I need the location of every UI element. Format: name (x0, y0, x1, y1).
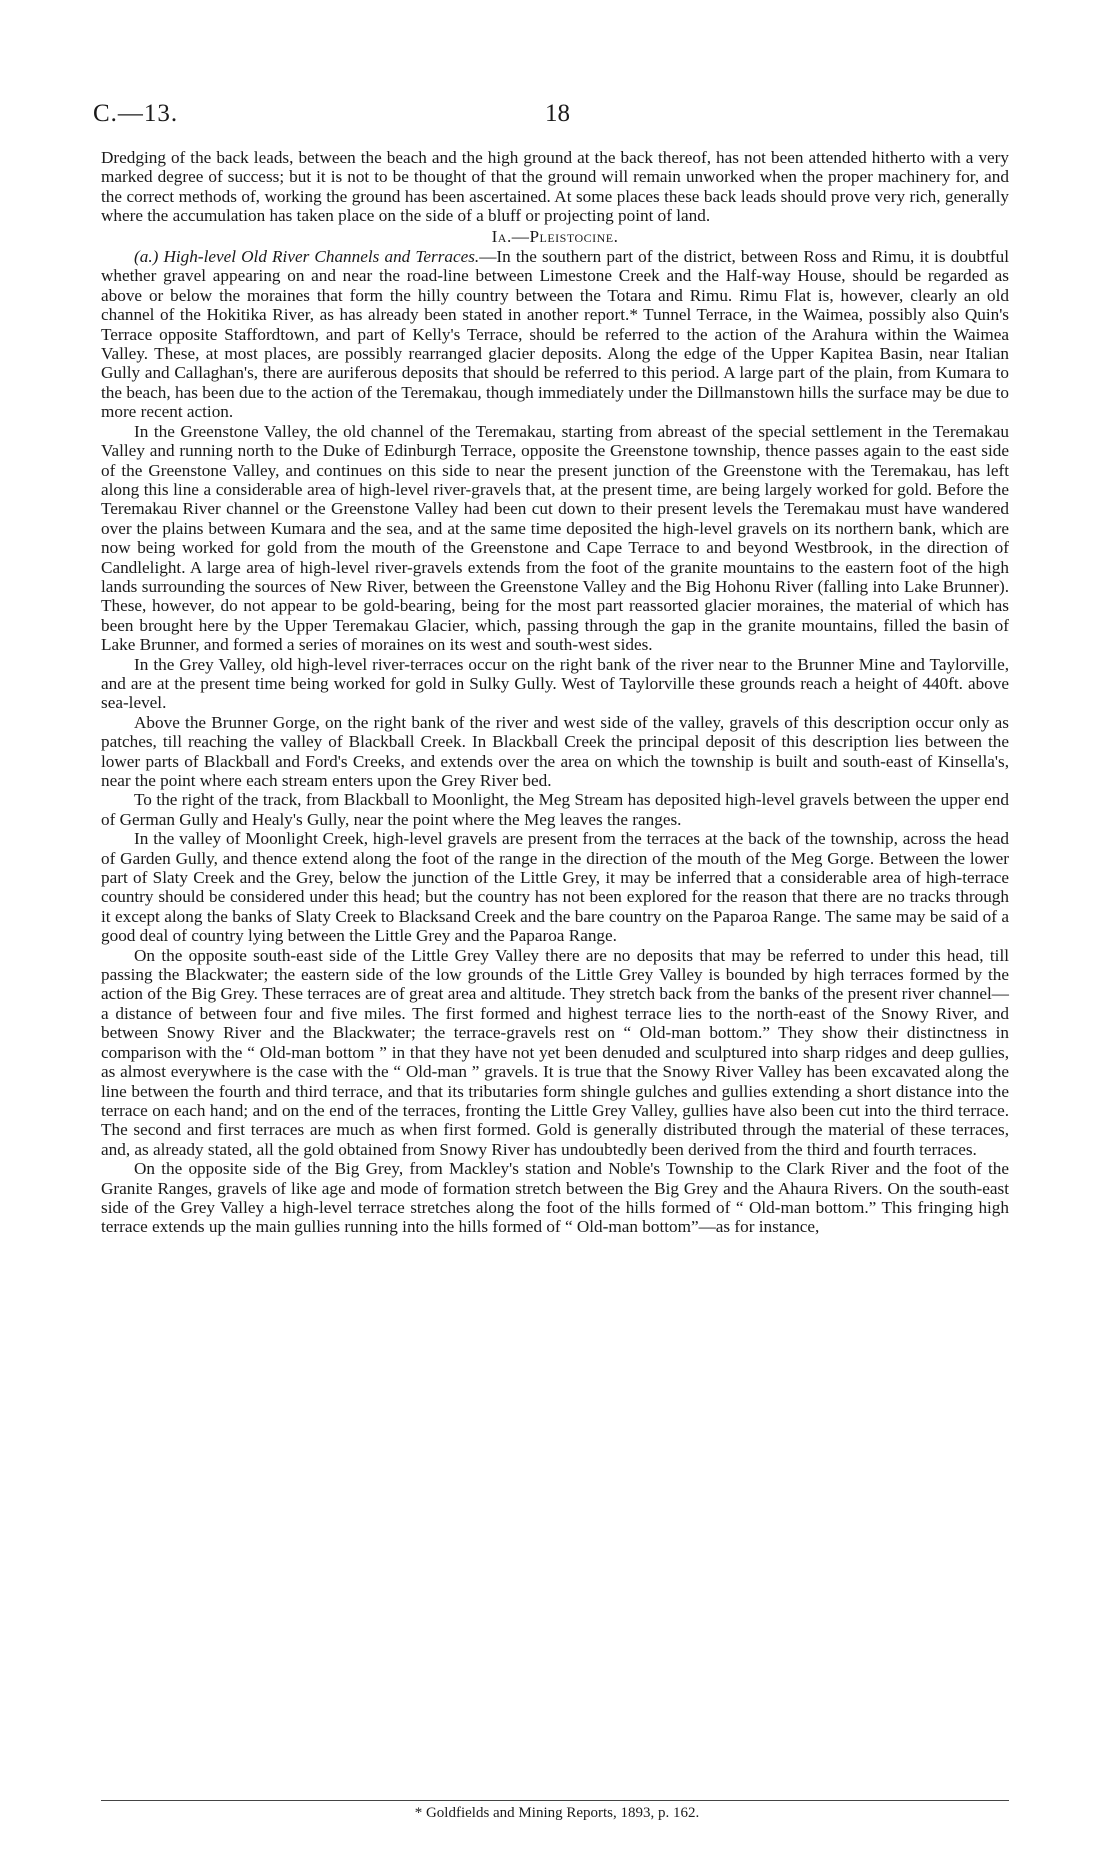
subsection-title: (a.) High-level Old River Channels and Terraces. (134, 247, 480, 267)
paragraph-greenstone-valley: In the Greenstone Valley, the old channel of the Teremakau, starting from abreast of the special settlement in the Teremakau Valley and running north to the Duke of Edinburgh Terrace, opposite the Greenstone township, thence passes again to the east side of the Greenstone Valley, and continues on this side to near the present junction of the Greenstone with the Teremakau, has left along this line a considerable area of high-level river-gravels that, at the present time, are being largely worked for gold. Before the Teremakau River channel or the Greenstone Valley had been cut down to their present levels the Teremakau must have wandered over the plains between Kumara and the sea, and at the same time deposited the high-level gravels on its northern bank, which are now being worked for gold from the mouth of the Greenstone and Cape Terrace to and beyond Westbrook, in the direction of Candlelight. A large area of high-level river-gravels extends from the foot of the granite mountains to the eastern foot of the high lands surrounding the sources of New River, between the Greenstone Valley and the Big Hohonu River (falling into Lake Brunner). These, however, do not appear to be gold-bearing, being for the most part reassorted glacier moraines, the material of which has been brought here by the Upper Teremakau Glacier, which, passing through the gap in the granite mountains, filled the basin of Lake Brunner, and formed a series of moraines on its west and south-west sides. (101, 421, 1009, 655)
intro-paragraph: Dredging of the back leads, between the beach and the high ground at the back thereof, has not been attended hitherto with a very marked degree of success; but it is not to be thought of that the ground will remain unworked when the proper machinery for, and the correct methods of, working the ground has been ascertained. At some places these back leads should prove very rich, generally where the accumulation has taken place on the side of a bluff or projecting point of land. (101, 148, 1009, 226)
paragraph-brunner-gorge: Above the Brunner Gorge, on the right bank of the river and west side of the valley, gravels of this description occur only as patches, till reaching the valley of Blackball Creek. In Blackball Creek the principal deposit of this description lies between the lower parts of Blackball and Ford's Creeks, and extends over the area on which the township is built and south-east of Kinsella's, near the point where each stream enters upon the Grey River bed. (101, 712, 1009, 790)
paragraph-moonlight-creek: In the valley of Moonlight Creek, high-level gravels are present from the terraces at the back of the township, across the head of Garden Gully, and thence extend along the foot of the range in the direction of the mouth of the Meg Gorge. Between the lower part of Slaty Creek and the Grey, below the junction of the Little Grey, it may be inferred that a considerable area of high-terrace country should be considered under this head; but the country has not been explored for the reason that there are no tracks through it except along the banks of Slaty Creek to Blacksand Creek and the bare country on the Paparoa Range. The same may be said of a good deal of country lying between the Little Grey and the Paparoa Range. (101, 829, 1009, 946)
paragraph-meg-stream: To the right of the track, from Blackball to Moonlight, the Meg Stream has deposited high-level gravels between the upper end of German Gully and Healy's Gully, near the point where the Meg leaves the ranges. (101, 790, 1009, 829)
page-header (93, 100, 1004, 140)
section-heading: Ia.—Pleistocine. (491, 226, 619, 246)
footnote: * Goldfields and Mining Reports, 1893, p. 162. (414, 1805, 700, 1821)
paragraph-big-grey: On the opposite side of the Big Grey, from Mackley's station and Noble's Township to the Clark River and the foot of the Granite Ranges, gravels of like age and mode of formation stretch between the Big Grey and the Ahaura Rivers. On the south-east side of the Grey Valley a high-level terrace stretches along the foot of the hills formed of “ Old-man bottom.” This fringing high terrace extends up the main gullies running into the hills formed of “ Old-man bottom”—as for instance, (101, 1159, 1009, 1237)
page-number: 18 (545, 100, 570, 127)
paragraph-grey-valley: In the Grey Valley, old high-level river-terraces occur on the right bank of the river near to the Brunner Mine and Taylorville, and are at the present time being worked for gold in Sulky Gully. West of Taylorville these grounds reach a height of 440ft. above sea-level. (101, 654, 1009, 713)
paragraph-high-level-channels (101, 247, 1009, 422)
document-reference: C.—13. (93, 100, 179, 127)
paragraph-little-grey-valley: On the opposite south-east side of the Little Grey Valley there are no deposits that may be referred to under this head, till passing the Blackwater; the eastern side of the low grounds of the Little Grey Valley is bounded by high terraces formed by the action of the Big Grey. These terraces are of great area and altitude. They stretch back from the banks of the present river channel—a distance of between four and five miles. The first formed and highest terrace lies to the north-east of the Snowy River, and between Snowy River and the Blackwater; the terrace-gravels rest on “ Old-man bottom.” They show their distinctness in comparison with the “ Old-man bottom ” in that they have not yet been denuded and sculptured into sharp ridges and deep gullies, as almost everywhere is the case with the “ Old-man ” gravels. It is true that the Snowy River Valley has been excavated along the line between the fourth and third terrace, and that its tributaries form shingle gulches and gullies extending a short distance into the terrace on each hand; and on the end of the terraces, fronting the Little Grey Valley, gullies have also been cut into the third terrace. The second and first terraces are much as when first formed. Gold is generally distributed through the material of these terraces, and, as already stated, all the gold obtained from Snowy River has undoubtedly been derived from the third and fourth terraces. (101, 945, 1009, 1159)
body-text (101, 148, 1009, 1237)
paragraph-text: —In the southern part of the district, between Ross and Rimu, it is doubtful whether gravel appearing on and near the road-line between Limestone Creek and the Half-way House, should be regarded as above or below the moraines that form the hilly country between the Totara and Rimu. Rimu Flat is, however, clearly an old channel of the Hokitika River, as has already been stated in another report.* Tunnel Terrace, in the Waimea, possibly also Quin's Terrace opposite Staffordtown, and part of Kelly's Terrace, should be referred to the action of the Arahura within the Waimea Valley. These, at most places, are possibly rearranged glacier deposits. Along the edge of the Upper Kapitea Basin, near Italian Gully and Callaghan's, there are auriferous deposits that should be referred to this period. A large part of the plain, from Kumara to the beach, has been due to the action of the Teremakau, though immediately under the Dillmanstown hills the surface may be due to more recent action. (101, 247, 1009, 422)
footnote-divider (101, 1800, 1009, 1801)
